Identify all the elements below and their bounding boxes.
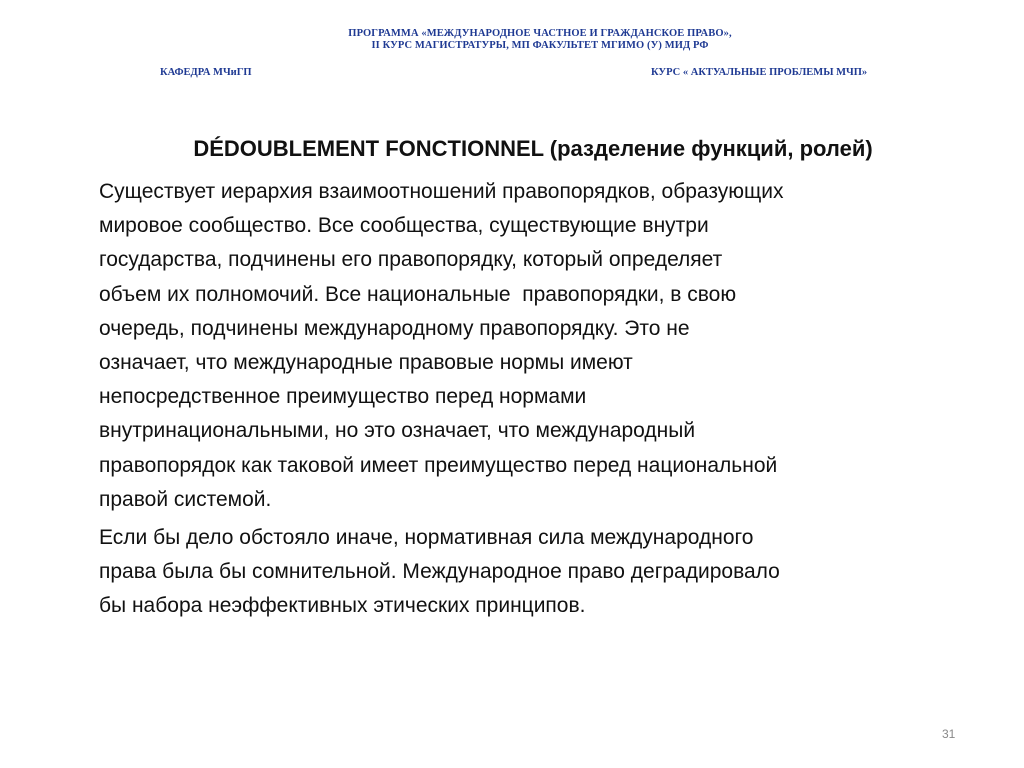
text-line: непосредственное преимущество перед нормами [99, 385, 587, 409]
text-line: внутринациональными, но это означает, что международный [99, 419, 696, 443]
text-line: государства, подчинены его правопорядку, который определяет [99, 248, 723, 272]
text-line: правопорядок как таковой имеет преимущество перед национальной [99, 453, 778, 477]
text-line: означает, что международные правовые нормы имеют [99, 350, 633, 374]
text-line: Существует иерархия взаимоотношений правопорядков, образующих [99, 180, 784, 203]
text-line: очередь, подчинены международному правопорядку. Это не [99, 316, 690, 340]
slide-title: DÉDOUBLEMENT FONCTIONNEL (разделение функций, ролей) [193, 136, 873, 161]
text-line: объем их полномочий. Все национальные правопорядки, в свою [99, 282, 737, 306]
program-title-line: ПРОГРАММА «МЕЖДУНАРОДНОЕ ЧАСТНОЕ И ГРАЖДАНСКОЕ ПРАВО», [348, 28, 732, 39]
text-line: Если бы дело обстояло иначе, нормативная сила международного [99, 525, 754, 549]
program-course-line: II КУРС МАГИСТРАТУРЫ, МП ФАКУЛЬТЕТ МГИМО (У) МИД РФ [371, 40, 709, 51]
program-header [200, 28, 880, 52]
text-line: правой системой. [99, 487, 272, 511]
course-label: КУРС « АКТУАЛЬНЫЕ ПРОБЛЕМЫ МЧП» [651, 67, 868, 78]
body-paragraph-2 [99, 521, 969, 624]
department-label: КАФЕДРА МЧиГП [160, 67, 252, 78]
text-line: мировое сообщество. Все сообщества, существующие внутри [99, 214, 709, 238]
body-paragraph-1 [99, 175, 969, 517]
text-line: права была бы сомнительной. Международное право деградировало [99, 560, 780, 584]
text-line: бы набора неэффективных этических принципов. [99, 594, 586, 618]
page-number: 31 [942, 727, 956, 741]
slide-body [99, 175, 969, 623]
